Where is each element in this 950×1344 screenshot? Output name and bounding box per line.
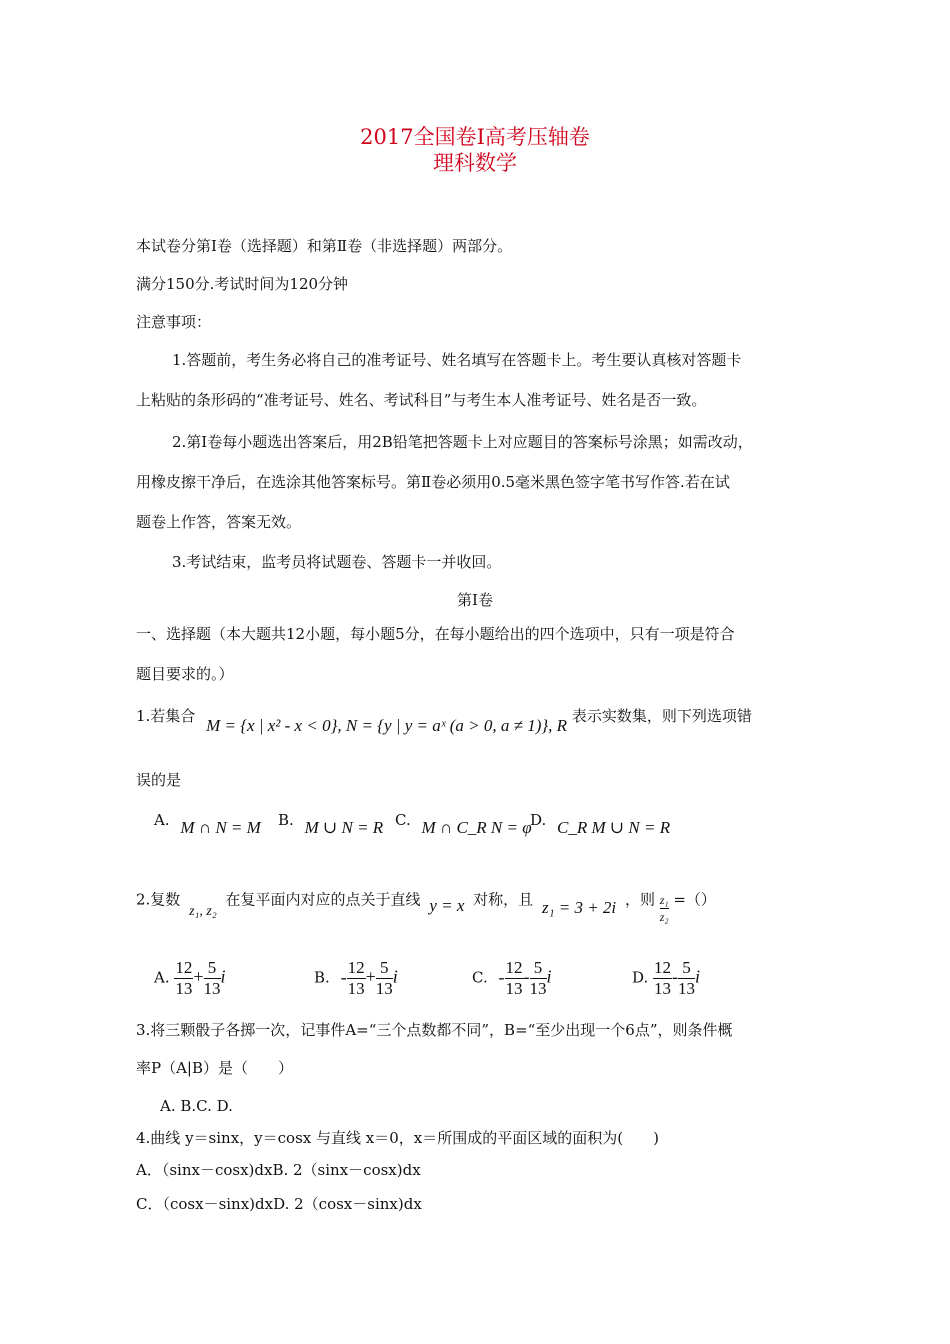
q2-mid: 在复平面内对应的点关于直线 (225, 890, 421, 909)
q2-option-d-frac1 (653, 958, 672, 999)
q1-option-a-label: A. (154, 811, 170, 829)
q2-option-a (154, 958, 226, 999)
q2-d-unit: i (695, 966, 701, 987)
q2-option-c (472, 958, 552, 999)
notice-2a: 2.第Ⅰ卷每小题选出答案后，用2B铅笔把答题卡上对应题目的答案标号涂黑；如需改动， (172, 433, 753, 451)
q2-fraction (660, 892, 669, 925)
exam-title: 2017全国卷Ⅰ高考压轴卷 (360, 125, 590, 149)
q2-a-op: + (193, 966, 204, 987)
question-4-stem: 4.曲线 y＝sinx，y＝cosx 与直线 x＝0，x＝所围成的平面区域的面积为( ) (136, 1129, 659, 1147)
exam-subtitle: 理科数学 (433, 151, 517, 175)
q1-option-c-label: C. (395, 811, 411, 829)
q2-b-unit: i (392, 966, 398, 987)
q2-option-c-frac1 (505, 958, 524, 999)
q2-prefix: 2.复数 (136, 890, 181, 909)
q2-b-num2: 5 (376, 958, 393, 979)
notice-2b: 用橡皮擦干净后，在选涂其他答案标号。第Ⅱ卷必须用0.5毫米黑色签字笔书写作答.若在试 (136, 473, 730, 491)
q2-c-unit: i (546, 966, 552, 987)
notice-3: 3.考试结束，监考员将试题卷、答题卡一并收回。 (172, 553, 502, 571)
q1-option-d-label: D. (530, 811, 547, 829)
q2-fraction-den: z₂ (659, 910, 669, 924)
section-heading-1: 一、选择题（本大题共12小题，每小题5分，在每小题给出的四个选项中，只有一项是符合 (136, 625, 735, 643)
q1-continuation: 误的是 (136, 771, 182, 789)
q2-option-a-frac1 (174, 958, 193, 999)
notice-1a: 1.答题前，考生务必将自己的准考证号、姓名填写在答题卡上。考生要认真核对答题卡 (172, 351, 742, 369)
q2-c-sign: - (498, 966, 505, 987)
q2-b-num1: 12 (347, 958, 365, 977)
q2-mid3: ，则 (624, 890, 655, 909)
q2-a-den2: 13 (203, 979, 221, 998)
q2-option-d (632, 958, 700, 999)
q1-prefix: 1.若集合 (136, 707, 196, 725)
q1-option-b-label: B. (278, 811, 294, 829)
q2-c-op: - (523, 966, 530, 987)
q1-option-b-expr: M ∪ N = R (304, 818, 384, 837)
q2-c-num2: 5 (530, 958, 547, 979)
q1-option-c-expr: M ∩ C_R N = φ (421, 818, 532, 837)
intro-line-2: 满分150分.考试时间为120分钟 (136, 275, 349, 293)
q1-option-b (278, 810, 384, 837)
q2-a-unit: i (220, 966, 226, 987)
q2-option-b-label: B. (314, 968, 330, 987)
q2-c-num1: 12 (505, 958, 523, 977)
q2-option-d-frac2 (678, 958, 695, 999)
q2-d-op: - (672, 966, 679, 987)
q2-vars: z₁, z₂ (189, 903, 217, 919)
notice-1b: 上粘贴的条形码的“准考证号、姓名、考试科目”与考生本人准考证号、姓名是否一致。 (136, 391, 707, 409)
notice-heading: 注意事项： (136, 313, 212, 331)
q2-tail: =（） (673, 890, 716, 909)
q2-option-c-label: C. (472, 968, 488, 987)
q2-option-b-frac1 (347, 958, 366, 999)
q2-b-sign: - (340, 966, 347, 987)
q2-b-op: + (365, 966, 376, 987)
question-3-line-1: 3.将三颗骰子各掷一次，记事件A=“三个点数都不同”，B=“至少出现一个6点”，则条件概 (136, 1021, 733, 1039)
q1-option-d (530, 810, 671, 837)
q2-d-den2: 13 (678, 979, 696, 998)
q2-option-b (314, 958, 398, 999)
q2-option-a-frac2 (204, 958, 221, 999)
q2-d-den1: 13 (654, 979, 672, 998)
question-4-options-ab: A．（sinx－cosx)dxB. 2（sinx－cosx)dx (136, 1161, 421, 1179)
q2-d-num1: 12 (654, 958, 672, 977)
q1-suffix: 表示实数集，则下列选项错 (571, 707, 752, 725)
q2-a-num1: 12 (175, 958, 193, 977)
q2-option-b-frac2 (376, 958, 393, 999)
q2-c-den1: 13 (505, 979, 523, 998)
question-1-stem (136, 706, 752, 735)
q2-line: y = x (429, 895, 465, 915)
question-3-line-2: 率P（A|B）是（ ） (136, 1059, 294, 1077)
q2-b-den2: 13 (375, 979, 393, 998)
q2-fraction-num: z₁ (659, 893, 669, 907)
question-3-options: A. B.C. D. (160, 1097, 233, 1115)
q2-d-num2: 5 (678, 958, 695, 979)
q2-a-num2: 5 (204, 958, 221, 979)
q1-option-a-expr: M ∩ N = M (180, 818, 261, 837)
q1-option-d-expr: C_R M ∪ N = R (557, 818, 671, 837)
question-2-stem (136, 884, 716, 924)
q2-z1: z₁ = 3 + 2i (541, 897, 617, 917)
q1-option-a (154, 810, 261, 837)
q2-option-a-label: A. (154, 968, 170, 987)
question-4-options-cd: C．（cosx－sinx)dxD. 2（cosx－sinx)dx (136, 1195, 422, 1213)
q2-option-d-label: D. (632, 968, 649, 987)
q2-b-den1: 13 (347, 979, 365, 998)
intro-line-1: 本试卷分第Ⅰ卷（选择题）和第Ⅱ卷（非选择题）两部分。 (136, 237, 513, 255)
q2-a-den1: 13 (175, 979, 193, 998)
q1-option-c (395, 810, 532, 837)
q2-c-den2: 13 (529, 979, 547, 998)
section-heading-2: 题目要求的。） (136, 665, 234, 683)
q2-mid2: 对称，且 (473, 890, 534, 909)
q2-option-c-frac2 (530, 958, 547, 999)
section-label: 第Ⅰ卷 (457, 591, 493, 609)
notice-2c: 题卷上作答，答案无效。 (136, 513, 302, 531)
q1-formula: M = {x | x² - x < 0}, N = {y | y = aˣ (a > 0, a ≠ 1)}, R (206, 716, 568, 735)
